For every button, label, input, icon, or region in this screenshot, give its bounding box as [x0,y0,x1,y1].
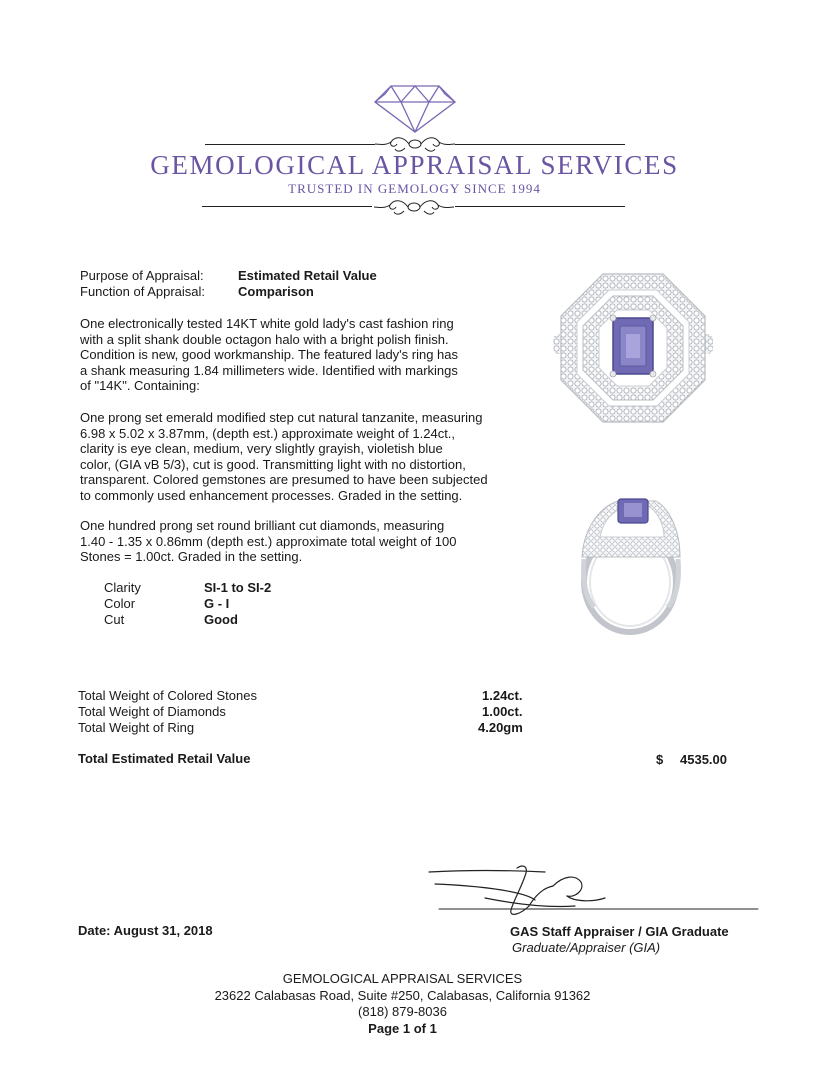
retail-currency: $ [656,752,664,767]
description-line: to commonly used enhancement processes. Graded in the setting. [80,487,463,503]
header-top-rule [205,144,375,145]
description-paragraph-tanzanite [80,410,520,503]
description-line: One hundred prong set round brilliant cut diamonds, measuring [80,518,445,533]
description-line: a shank measuring 1.84 millimeters wide. Identified with markings [80,362,458,378]
description-line: Condition is new, good workmanship. The featured lady's ring has [80,347,459,362]
function-value: Comparison [238,284,314,299]
total-value-diamonds: 1.00ct. [482,704,523,719]
description-line: clarity is eye clean, medium, very slightly grayish, violetish blue [80,441,443,456]
grade-label-cut: Cut [104,612,125,627]
description-line: transparent. Colored gemstones are presumed to have been subjected [80,472,488,487]
total-label-colored-stones: Total Weight of Colored Stones [78,688,257,703]
grade-value-clarity: SI-1 to SI-2 [204,580,272,595]
company-title: GEMOLOGICAL APPRAISAL SERVICES [150,150,679,180]
footer-address: 23622 Calabasas Road, Suite #250, Calabasas, California 91362 [214,988,591,1003]
header-bottom-rule-right [455,206,625,207]
appraiser-subtitle: Graduate/Appraiser (GIA) [512,940,661,955]
total-value-ring: 4.20gm [478,720,523,735]
appraisal-date: Date: August 31, 2018 [78,923,213,938]
description-line: 1.40 - 1.35 x 0.86mm (depth est.) approximate total weight of 100 [80,533,457,549]
diamond-logo-icon [373,84,457,134]
purpose-value: Estimated Retail Value [238,268,377,283]
appraiser-signature-image [425,862,760,920]
footer-phone: (818) 879-8036 [358,1004,447,1019]
appraiser-title: GAS Staff Appraiser / GIA Graduate [510,924,729,939]
retail-value-label: Total Estimated Retail Value [78,751,251,766]
retail-amount: 4535.00 [680,752,727,767]
description-line: 6.98 x 5.02 x 3.87mm, (depth est.) approximate weight of 1.24ct., [80,425,456,441]
footer-page-number: Page 1 of 1 [368,1021,437,1036]
total-label-ring: Total Weight of Ring [78,720,195,735]
grade-label-color: Color [104,596,136,611]
company-tagline: TRUSTED IN GEMOLOGY SINCE 1994 [288,181,541,196]
scroll-ornament-bottom-icon [374,197,454,217]
grade-label-clarity: Clarity [104,580,141,595]
purpose-label: Purpose of Appraisal: [80,268,204,283]
description-line: One prong set emerald modified step cut natural tanzanite, measuring [80,410,483,425]
description-line: Stones = 1.00ct. Graded in the setting. [80,549,303,564]
description-line: One electronically tested 14KT white gold lady's cast fashion ring [80,316,454,331]
description-paragraph-diamonds [80,518,520,565]
grade-value-color: G - I [204,596,230,611]
function-label: Function of Appraisal: [80,284,206,299]
grade-value-cut: Good [204,612,238,627]
ring-side-view-image [570,487,700,637]
header-bottom-rule [202,206,372,207]
footer-company: GEMOLOGICAL APPRAISAL SERVICES [282,971,523,986]
header-top-rule-right [455,144,625,145]
ring-top-view-image [553,268,713,428]
description-line: with a split shank double octagon halo with a bright polish finish. [80,331,449,347]
total-label-diamonds: Total Weight of Diamonds [78,704,226,719]
total-value-colored-stones: 1.24ct. [482,688,523,703]
description-line: color, (GIA vB 5/3), cut is good. Transmitting light with no distortion, [80,456,466,472]
description-paragraph-ring [80,316,520,394]
description-line: of "14K". Containing: [80,378,200,393]
